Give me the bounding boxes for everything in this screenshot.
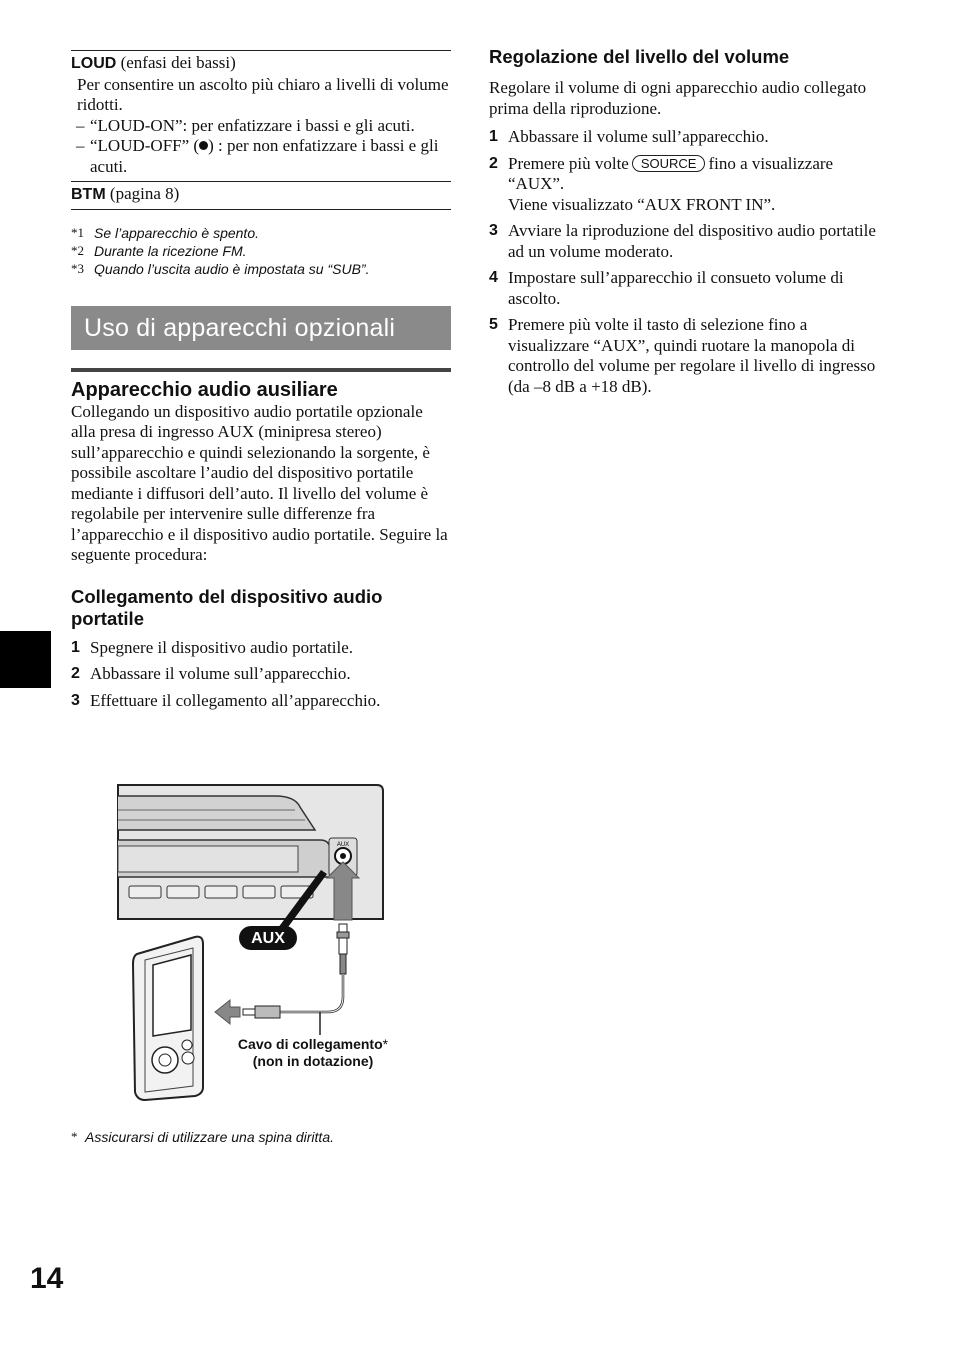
aux-section-title: Apparecchio audio ausiliare — [71, 378, 338, 401]
footnotes — [71, 224, 451, 278]
aux-section-body: Collegando un dispositivo audio portatile opzionale alla presa di ingresso AUX (minipresa stereo) sull’apparecchio e quindi selezionando la sorgente, è possibile ascoltare l’audio del dispositivo portatile mediante i diffusori dell’auto. Il livello del volume è regolabile per intervenire sulle differenze fra l’apparecchio e il dispositivo audio portatile. Seguire la seguente procedura: — [71, 401, 448, 564]
list-item: 3 Avviare la riproduzione del dispositivo audio portatile ad un volume moderato. — [489, 221, 876, 261]
volume-intro: Regolare il volume di ogni apparecchio audio collegato prima della riproduzione. — [489, 78, 867, 118]
footnote: *2 Durante la ricezione FM. — [71, 242, 247, 259]
loud-off-item: – “LOUD-OFF” ( ) : per non enfatizzare i bassi e gli acuti. — [76, 136, 439, 176]
list-item: 4 Impostare sull’apparecchio il consueto volume di ascolto. — [489, 268, 844, 308]
connect-steps — [71, 638, 451, 712]
cable-label: Cavo di collegamento — [237, 1036, 383, 1052]
btm-term: BTM — [71, 186, 106, 203]
section-title-bar: Uso di apparecchi opzionali — [71, 306, 451, 350]
loud-body: Per consentire un ascolto più chiaro a livelli di volume ridotti. — [77, 74, 449, 114]
subsection-rule — [71, 368, 451, 372]
list-item: 3 Effettuare il collegamento all’apparecchio. — [71, 690, 381, 710]
list-item: 1 Spegnere il dispositivo audio portatile. — [71, 637, 353, 657]
connection-diagram — [115, 782, 415, 1102]
page-number: 14 — [30, 1262, 64, 1295]
btm-desc: (pagina 8) — [105, 184, 180, 203]
bottom-footnote: * Assicurarsi di utilizzare una spina diritta. — [71, 1129, 334, 1145]
cable-star: * — [382, 1036, 389, 1052]
cable-note: (non in dotazione) — [252, 1053, 374, 1069]
aux-badge: AUX — [251, 930, 285, 947]
loud-on-item: – “LOUD-ON”: per enfatizzare i bassi e gli acuti. — [76, 115, 415, 135]
btm-entry — [71, 182, 451, 209]
list-item: 1 Abbassare il volume sull’apparecchio. — [489, 127, 769, 146]
loud-off-text-b: ) : per non enfatizzare i bassi e gli acuti. — [90, 136, 439, 176]
loud-off-text-a: “LOUD-OFF” ( — [90, 136, 200, 155]
list-item: 2 Abbassare il volume sull’apparecchio. — [71, 664, 351, 683]
bullet-icon — [199, 141, 208, 150]
left-column — [71, 50, 451, 717]
source-key: SOURCE — [632, 155, 706, 172]
loud-entry — [71, 51, 451, 177]
footnote: *3 Quando l’uscita audio è impostata su “SUB”. — [71, 260, 370, 277]
aux-jack-label: AUX — [336, 842, 350, 848]
loud-desc: (enfasi dei bassi) — [116, 53, 236, 72]
volume-section-title: Regolazione del livello del volume — [489, 46, 790, 67]
chapter-tab — [0, 631, 51, 688]
volume-steps — [489, 127, 879, 397]
cable-caption — [223, 1036, 403, 1070]
connect-subtitle: Collegamento del dispositivo audio portatile — [71, 585, 383, 629]
loud-on-text: “LOUD-ON”: per enfatizzare i bassi e gli acuti. — [90, 115, 415, 135]
footnote: *1 Se l’apparecchio è spento. — [71, 224, 259, 241]
table-bottom-rule — [71, 209, 451, 210]
right-column — [489, 46, 879, 403]
loud-term: LOUD — [71, 55, 117, 72]
list-item: 2 Premere più volte SOURCE fino a visualizzare “AUX”. Viene visualizzato “AUX FRONT IN”. — [489, 153, 834, 214]
list-item: 5 Premere più volte il tasto di selezione fino a visualizzare “AUX”, quindi ruotare la manopola di controllo del volume per regolare il livello di ingresso (da –8 dB a +18 dB). — [489, 315, 876, 396]
